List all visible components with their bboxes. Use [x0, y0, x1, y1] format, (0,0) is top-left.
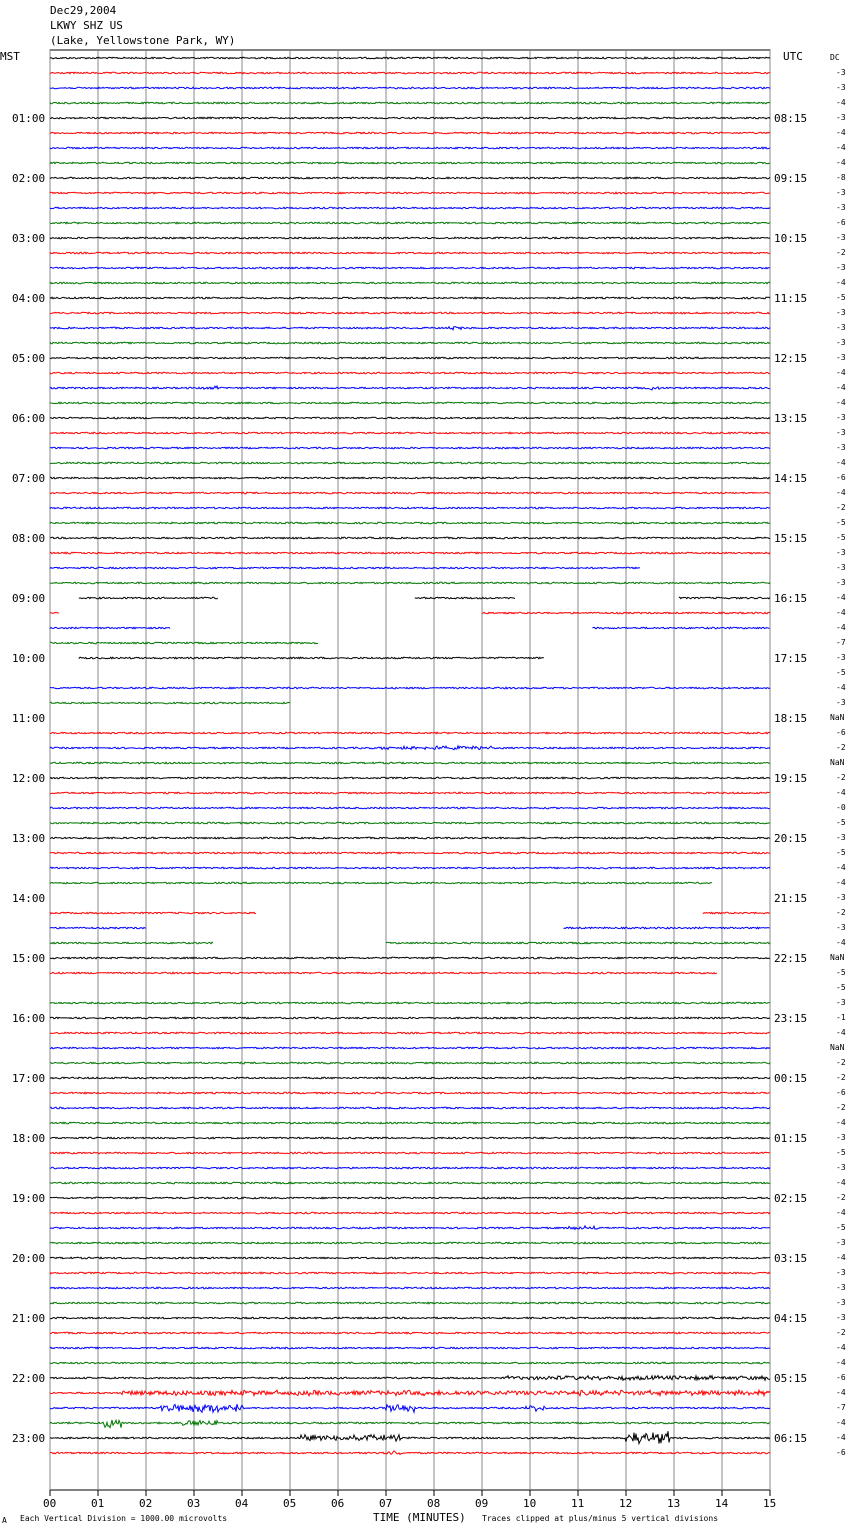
trace-line: [50, 402, 770, 404]
x-tick-label: 06: [331, 1497, 345, 1510]
left-hour-label: 17:00: [12, 1072, 46, 1085]
trace-line: [50, 1017, 770, 1019]
left-timezone-label: MST: [0, 50, 20, 63]
right-hour-label: 04:15: [774, 1312, 808, 1325]
trace-line: [564, 927, 770, 929]
trace-line: [50, 147, 770, 149]
trace-value-label: -5: [836, 983, 846, 992]
trace-line: [50, 357, 770, 359]
x-tick-label: 01: [91, 1497, 105, 1510]
left-hour-label: 16:00: [12, 1012, 46, 1025]
x-tick-label: 02: [139, 1497, 153, 1510]
trace-value-label: -4: [836, 383, 846, 392]
trace-line: [50, 1077, 770, 1079]
right-hour-label: 18:15: [774, 712, 808, 725]
trace-value-label: -2: [836, 908, 846, 917]
station-code: LKWY SHZ US: [50, 19, 123, 32]
trace-line: [50, 327, 770, 330]
trace-line: [50, 972, 717, 974]
trace-line: [50, 1212, 770, 1214]
trace-value-label: -6: [836, 1373, 846, 1382]
trace-value-label: -3: [836, 653, 846, 662]
left-hour-label: 04:00: [12, 292, 46, 305]
x-tick-label: 13: [667, 1497, 681, 1510]
trace-value-label: -4: [836, 593, 846, 602]
trace-line: [50, 87, 770, 89]
trace-line: [50, 192, 770, 194]
trace-line: [50, 1376, 770, 1381]
x-tick-label: 10: [523, 1497, 537, 1510]
trace-value-label: -5: [836, 818, 846, 827]
right-hour-label: 11:15: [774, 292, 808, 305]
trace-line: [50, 732, 770, 734]
trace-value-label: -4: [836, 788, 846, 797]
trace-line: [50, 1302, 770, 1304]
trace-value-label: -4: [836, 1028, 846, 1037]
right-hour-label: 15:15: [774, 532, 808, 545]
trace-line: [50, 867, 770, 869]
trace-value-label: -4: [836, 158, 846, 167]
trace-value-label: -3: [836, 203, 846, 212]
trace-line: [50, 1451, 770, 1455]
trace-line: [50, 386, 770, 390]
x-tick-label: 05: [283, 1497, 297, 1510]
right-hour-label: 02:15: [774, 1192, 808, 1205]
trace-value-label: -4: [836, 398, 846, 407]
trace-value-label: -2: [836, 248, 846, 257]
left-hour-label: 08:00: [12, 532, 46, 545]
trace-line: [50, 1226, 770, 1230]
right-hour-label: 01:15: [774, 1132, 808, 1145]
trace-line: [50, 237, 770, 239]
trace-line: [50, 1332, 770, 1334]
trace-line: [50, 567, 640, 569]
trace-line: [50, 627, 170, 629]
trace-line: [50, 1122, 770, 1124]
trace-value-label: -3: [836, 1298, 846, 1307]
left-hour-label: 06:00: [12, 412, 46, 425]
trace-value-label: -0: [836, 803, 846, 812]
trace-value-label: -5: [836, 848, 846, 857]
trace-value-label: -4: [836, 98, 846, 107]
trace-line: [50, 702, 290, 704]
x-tick-label: 14: [715, 1497, 729, 1510]
trace-value-label: -5: [836, 518, 846, 527]
trace-value-label: NaN: [830, 758, 845, 767]
trace-line: [50, 746, 770, 750]
trace-value-label: -3: [836, 1163, 846, 1172]
trace-value-label: -4: [836, 128, 846, 137]
trace-line: [50, 1287, 770, 1289]
trace-value-label: -3: [836, 923, 846, 932]
left-hour-label: 10:00: [12, 652, 46, 665]
trace-line: [50, 492, 770, 494]
left-hour-label: 23:00: [12, 1432, 46, 1445]
trace-value-label: -4: [836, 1253, 846, 1262]
station-location: (Lake, Yellowstone Park, WY): [50, 34, 236, 47]
trace-value-label: -4: [836, 1343, 846, 1352]
trace-line: [50, 1404, 770, 1412]
x-tick-label: 00: [43, 1497, 57, 1510]
trace-line: [50, 837, 770, 839]
trace-line: [50, 432, 770, 434]
scale-note: Each Vertical Division = 1000.00 microvolts: [20, 1514, 228, 1523]
trace-value-label: -3: [836, 68, 846, 77]
trace-line: [50, 822, 770, 824]
trace-value-label: -7: [836, 1403, 846, 1412]
trace-line: [50, 1242, 770, 1244]
trace-value-label: -2: [836, 1328, 846, 1337]
left-hour-label: 09:00: [12, 592, 46, 605]
right-hour-label: 14:15: [774, 472, 808, 485]
x-tick-label: 11: [571, 1497, 585, 1510]
trace-value-label: -4: [836, 683, 846, 692]
trace-value-label: -3: [836, 893, 846, 902]
trace-value-label: -3: [836, 563, 846, 572]
left-hour-label: 14:00: [12, 892, 46, 905]
trace-line: [50, 162, 770, 164]
trace-line: [50, 1152, 770, 1154]
chart-date: Dec29,2004: [50, 4, 117, 17]
trace-value-label: DC: [830, 53, 840, 62]
left-hour-label: 15:00: [12, 952, 46, 965]
right-hour-label: 17:15: [774, 652, 808, 665]
trace-value-label: -3: [836, 698, 846, 707]
trace-line: [679, 597, 770, 599]
trace-line: [50, 507, 770, 509]
trace-line: [592, 627, 769, 629]
x-tick-label: 12: [619, 1497, 633, 1510]
trace-line: [50, 1137, 770, 1139]
trace-value-label: -3: [836, 83, 846, 92]
trace-line: [50, 642, 318, 644]
trace-value-label: -3: [836, 1133, 846, 1142]
trace-value-label: -3: [836, 428, 846, 437]
trace-line: [50, 687, 770, 689]
trace-line: [50, 1347, 770, 1349]
x-tick-label: 04: [235, 1497, 249, 1510]
trace-line: [50, 1002, 770, 1004]
trace-value-label: -2: [836, 503, 846, 512]
right-hour-label: 03:15: [774, 1252, 808, 1265]
trace-value-label: -1: [836, 1013, 846, 1022]
trace-value-label: -4: [836, 458, 846, 467]
trace-line: [50, 1197, 770, 1199]
trace-value-label: -5: [836, 968, 846, 977]
trace-value-label: -6: [836, 473, 846, 482]
x-tick-label: 07: [379, 1497, 393, 1510]
left-hour-label: 21:00: [12, 1312, 46, 1325]
left-hour-label: 13:00: [12, 832, 46, 845]
trace-value-label: -4: [836, 863, 846, 872]
trace-line: [50, 537, 770, 539]
trace-value-label: -4: [836, 623, 846, 632]
trace-value-label: NaN: [830, 953, 845, 962]
trace-line: [50, 312, 770, 314]
trace-value-label: -3: [836, 578, 846, 587]
trace-value-label: -3: [836, 188, 846, 197]
trace-line: [50, 102, 770, 104]
right-hour-label: 10:15: [774, 232, 808, 245]
trace-value-label: -5: [836, 668, 846, 677]
trace-value-label: -2: [836, 1058, 846, 1067]
left-hour-label: 01:00: [12, 112, 46, 125]
trace-value-label: -2: [836, 773, 846, 782]
trace-line: [50, 957, 770, 959]
trace-value-label: -4: [836, 278, 846, 287]
trace-value-label: NaN: [830, 1043, 845, 1052]
trace-line: [50, 177, 770, 179]
right-hour-label: 12:15: [774, 352, 808, 365]
trace-value-label: -4: [836, 1433, 846, 1442]
x-tick-marks: [50, 1490, 770, 1496]
trace-line: [50, 792, 770, 794]
left-hour-label: 20:00: [12, 1252, 46, 1265]
trace-line: [50, 252, 770, 254]
trace-line: [50, 1390, 770, 1396]
trace-value-label: -3: [836, 113, 846, 122]
right-hour-label: 21:15: [774, 892, 808, 905]
trace-value-label: -3: [836, 233, 846, 242]
left-hour-label: 03:00: [12, 232, 46, 245]
trace-line: [50, 72, 770, 74]
trace-line: [50, 1032, 770, 1034]
trace-value-label: -6: [836, 728, 846, 737]
trace-line: [50, 1047, 770, 1049]
trace-value-label: -3: [836, 1238, 846, 1247]
trace-line: [50, 1167, 770, 1169]
left-hour-label: 12:00: [12, 772, 46, 785]
trace-value-label: -4: [836, 1388, 846, 1397]
right-timezone-label: UTC: [783, 50, 803, 63]
x-tick-label: 08: [427, 1497, 441, 1510]
trace-line: [50, 447, 770, 449]
trace-value-label: -2: [836, 1103, 846, 1112]
trace-value-label: NaN: [830, 713, 845, 722]
trace-line: [50, 942, 213, 944]
trace-value-label: -8: [836, 173, 846, 182]
trace-line: [79, 657, 544, 659]
trace-line: [50, 882, 712, 884]
trace-line: [50, 417, 770, 419]
trace-value-label: -6: [836, 1448, 846, 1457]
right-hour-label: 13:15: [774, 412, 808, 425]
trace-value-label: -5: [836, 1223, 846, 1232]
trace-value-label: -7: [836, 638, 846, 647]
trace-value-label: -5: [836, 533, 846, 542]
trace-line: [50, 522, 770, 524]
trace-line: [50, 222, 770, 224]
right-hour-label: 19:15: [774, 772, 808, 785]
trace-value-label: -4: [836, 1118, 846, 1127]
trace-value-label: -3: [836, 443, 846, 452]
trace-line: [50, 1062, 770, 1064]
right-hour-label: 16:15: [774, 592, 808, 605]
trace-line: [50, 207, 770, 209]
trace-value-label: -4: [836, 1178, 846, 1187]
trace-value-label: -2: [836, 1193, 846, 1202]
trace-value-label: -3: [836, 1313, 846, 1322]
trace-line: [50, 807, 770, 809]
right-hour-label: 23:15: [774, 1012, 808, 1025]
trace-line: [50, 1092, 770, 1094]
trace-line: [50, 1431, 770, 1443]
trace-value-label: -4: [836, 143, 846, 152]
trace-line: [50, 762, 770, 764]
trace-line: [50, 582, 770, 584]
trace-line: [50, 1257, 770, 1259]
trace-value-label: -3: [836, 338, 846, 347]
trace-line: [50, 57, 770, 59]
trace-value-label: -5: [836, 1148, 846, 1157]
right-hour-label: 08:15: [774, 112, 808, 125]
clip-note: Traces clipped at plus/minus 5 vertical divisions: [482, 1514, 719, 1523]
right-hour-label: 06:15: [774, 1432, 808, 1445]
left-hour-label: 22:00: [12, 1372, 46, 1385]
trace-line: [50, 613, 59, 614]
trace-value-label: -4: [836, 1358, 846, 1367]
x-tick-label: 15: [763, 1497, 777, 1510]
trace-value-label: -3: [836, 548, 846, 557]
trace-line: [50, 267, 770, 269]
trace-line: [415, 597, 515, 599]
trace-value-label: -4: [836, 608, 846, 617]
left-hour-label: 02:00: [12, 172, 46, 185]
scale-mark: A: [2, 1516, 7, 1525]
trace-value-label: -6: [836, 218, 846, 227]
right-hour-label: 05:15: [774, 1372, 808, 1385]
trace-value-label: -3: [836, 833, 846, 842]
x-tick-label: 03: [187, 1497, 201, 1510]
left-hour-label: 05:00: [12, 352, 46, 365]
trace-value-label: -4: [836, 938, 846, 947]
trace-line: [50, 477, 770, 479]
right-hour-label: 00:15: [774, 1072, 808, 1085]
trace-value-label: -4: [836, 1418, 846, 1427]
left-hour-label: 07:00: [12, 472, 46, 485]
trace-value-label: -3: [836, 1283, 846, 1292]
trace-line: [50, 372, 770, 374]
trace-group: [50, 57, 770, 1454]
trace-value-label: -6: [836, 1088, 846, 1097]
trace-value-label: -3: [836, 413, 846, 422]
x-tick-label: 09: [475, 1497, 489, 1510]
right-hour-label: 20:15: [774, 832, 808, 845]
trace-value-label: -4: [836, 368, 846, 377]
trace-line: [50, 777, 770, 779]
trace-value-label: -4: [836, 878, 846, 887]
trace-line: [50, 117, 770, 119]
trace-line: [50, 297, 770, 299]
right-hour-label: 22:15: [774, 952, 808, 965]
trace-line: [50, 132, 770, 134]
trace-line: [50, 1182, 770, 1184]
trace-line: [50, 1272, 770, 1274]
trace-value-label: -3: [836, 998, 846, 1007]
trace-value-label: -3: [836, 323, 846, 332]
trace-value-label: -2: [836, 743, 846, 752]
trace-value-label: -3: [836, 1268, 846, 1277]
trace-line: [50, 912, 256, 914]
trace-value-label: -4: [836, 1208, 846, 1217]
left-hour-label: 11:00: [12, 712, 46, 725]
trace-line: [50, 282, 770, 284]
trace-line: [703, 912, 770, 914]
trace-line: [50, 462, 770, 464]
trace-line: [50, 1317, 770, 1319]
trace-line: [50, 1107, 770, 1109]
trace-line: [50, 342, 770, 344]
trace-value-label: -3: [836, 263, 846, 272]
trace-value-label: -3: [836, 353, 846, 362]
trace-line: [79, 597, 218, 599]
trace-line: [50, 852, 770, 854]
trace-line: [50, 1420, 770, 1428]
trace-value-label: -5: [836, 293, 846, 302]
trace-value-label: -3: [836, 308, 846, 317]
left-hour-label: 18:00: [12, 1132, 46, 1145]
trace-value-label: -4: [836, 488, 846, 497]
x-axis-title: TIME (MINUTES): [373, 1511, 466, 1524]
trace-value-label: -2: [836, 1073, 846, 1082]
trace-line: [50, 1362, 770, 1364]
left-hour-label: 19:00: [12, 1192, 46, 1205]
trace-line: [50, 552, 770, 554]
right-hour-label: 09:15: [774, 172, 808, 185]
